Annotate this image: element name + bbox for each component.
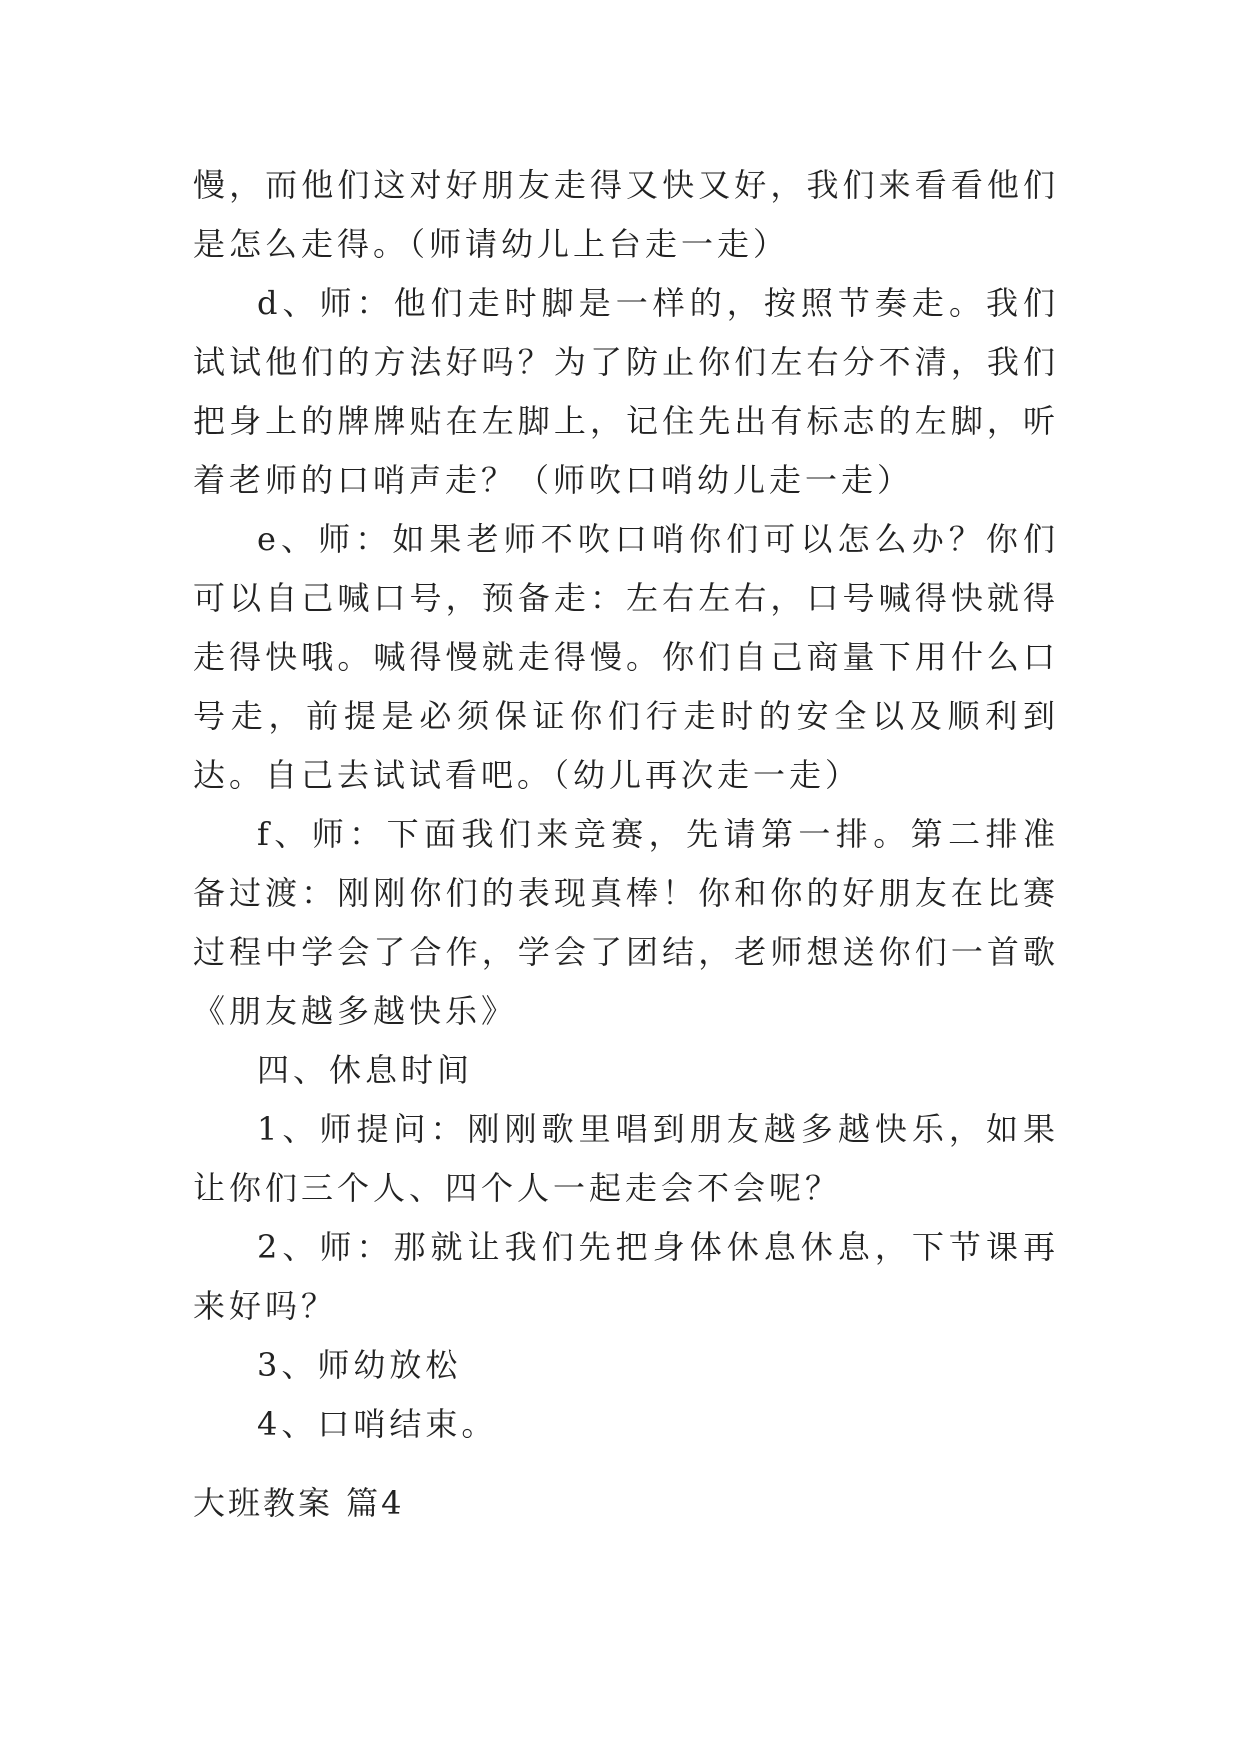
body-text [193, 156, 1059, 1454]
section-heading: 大班教案 篇4 [193, 1484, 405, 1522]
paragraph-2: d、师：他们走时脚是一样的，按照节奏走。我们试试他们的方法好吗？为了防止你们左右分不清，我们把身上的牌牌贴在左脚上，记住先出有标志的左脚，听着老师的口哨声走？（师吹口哨幼儿走一走） [193, 284, 1059, 499]
paragraph-1: 慢，而他们这对好朋友走得又快又好，我们来看看他们是怎么走得。（师请幼儿上台走一走） [193, 166, 1059, 263]
paragraph-step-3: 3、师幼放松 [257, 1346, 462, 1384]
paragraph-3: e、师：如果老师不吹口哨你们可以怎么办？你们可以自己喊口号，预备走：左右左右，口号喊得快就得走得快哦。喊得慢就走得慢。你们自己商量下用什么口号走，前提是必须保证你们行走时的安全以及顺利到达。自己去试试看吧。（幼儿再次走一走） [193, 520, 1059, 794]
section-four-heading: 四、休息时间 [257, 1051, 474, 1089]
paragraph-step-2: 2、师：那就让我们先把身体休息休息，下节课再来好吗？ [193, 1228, 1059, 1325]
paragraph-step-4: 4、口哨结束。 [257, 1405, 498, 1443]
paragraph-step-1: 1、师提问：刚刚歌里唱到朋友越多越快乐，如果让你们三个人、四个人一起走会不会呢？ [193, 1110, 1059, 1207]
paragraph-4: f、师：下面我们来竞赛，先请第一排。第二排准备过渡：刚刚你们的表现真棒！你和你的好朋友在比赛过程中学会了合作，学会了团结，老师想送你们一首歌《朋友越多越快乐》 [193, 815, 1059, 1030]
